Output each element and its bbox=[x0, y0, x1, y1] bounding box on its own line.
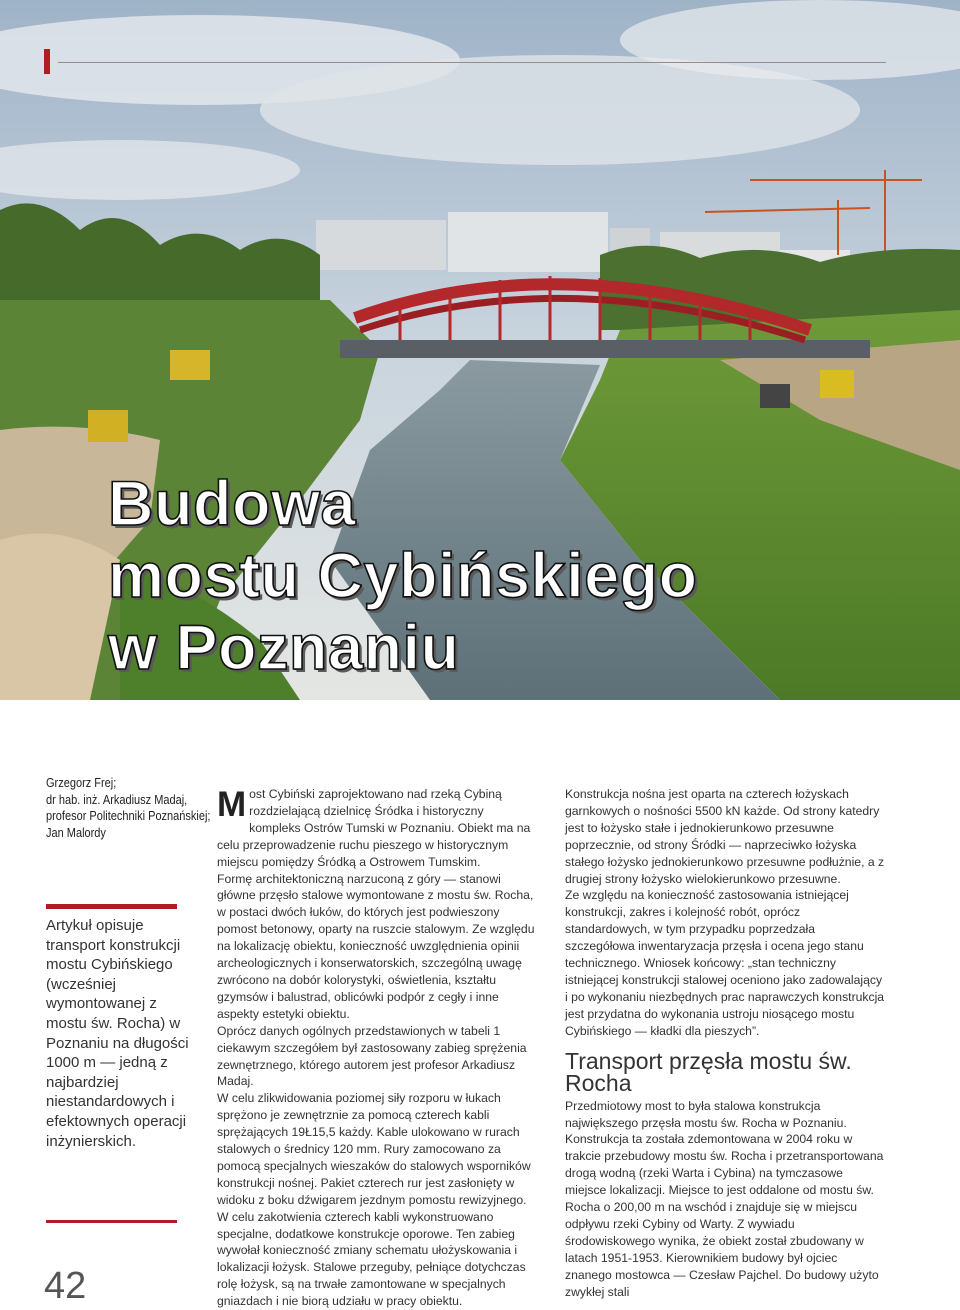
paragraph: Przedmiotowy most to była stalowa konstrukcja największego przęsła mostu św. Rocha w Poznaniu. Konstrukcja ta została zdemontowana w 2004 roku w trakcie przebudowy mostu św. Rocha i przetransportowana drogą wodną (rzeki Warta i Cybina) na tymczasowe miejsce lokalizacji. Miejsce to jest oddalone od mostu św. Rocha o 200,00 m na wschód i znajduje się w miejscu odpływu rzeki Cybiny od Warty. Z wywiadu środowiskowego wynika, że obiekt został zbudowany w latach 1951-1953. Kierownikiem budowy był ojciec znanego mostowca — Czesław Pajchel. Do budowy użyto zwykłej stali bbox=[565, 1098, 884, 1299]
lead-rule-top bbox=[46, 904, 177, 909]
header-marker bbox=[44, 49, 50, 74]
paragraph: Konstrukcja nośna jest oparta na czterech łożyskach garnkowych o nośności 5500 kN każde. Od strony katedry jest to łożysko stałe i jednokierunkowo przesuwne poprzecznie, od strony Śródki — naprzeciwko łożyska stałego łożysko jednokierunkowo przesuwne podłużnie, a z drugiej strony łożysko wielokierunkowo przesuwne. bbox=[565, 787, 885, 886]
header-rule bbox=[58, 62, 886, 63]
page-number: 42 bbox=[44, 1265, 87, 1307]
paragraph bbox=[217, 786, 537, 871]
title-line-3: w Poznaniu bbox=[108, 613, 460, 683]
body-column-2 bbox=[217, 786, 537, 1310]
author-line: Grzegorz Frej; bbox=[46, 776, 117, 790]
authors bbox=[46, 775, 213, 841]
paragraph: Ze względu na konieczność zastosowania istniejącej konstrukcji, zakres i kolejność robót, oprócz standardowych, w tym przypadku poprzedzała szczegółowa inwentaryzacja przęsła i ocena jego stanu technicznego. Wniosek końcowy: „stan techniczny istniejącej konstrukcji stalowej oceniono jako zadowalający i po wykonaniu niezbędnych prac naprawczych konstrukcja jest przydatna do wykonania ustroju niosącego mostu Cybińskiego — kładki dla pieszych”. bbox=[565, 888, 885, 1038]
author-line: dr hab. inż. Arkadiusz Madaj, bbox=[46, 792, 188, 807]
paragraph-text: ost Cybiński zaprojektowano nad rzeką Cybiną rozdzielającą dzielnicę Śródka i historyczny kompleks Ostrów Tumski w Poznaniu. Obiekt ma na celu przeprowadzenie ruchu pieszego w historycznym miejscu pomiędzy Śródką a Ostrowem Tumskim. bbox=[217, 787, 531, 869]
author-line: profesor Politechniki Poznańskiej; bbox=[46, 809, 211, 823]
section-heading: Transport przęsła mostu św. Rocha bbox=[565, 1047, 852, 1096]
drop-cap: M bbox=[217, 785, 247, 824]
paragraph: W celu zlikwidowania poziomej siły rozporu w łukach sprężono je zewnętrznie za pomocą czterech kabli sprężających 19Ł15,5 każdy. Kable ulokowano w rurach stalowych o średnicy 120 mm. Rury zamocowano za pomocą specjalnych wieszaków do stalowych wsporników konstrukcji nośnej. Pakiet czterech rur jest zasłonięty w widoku z boku dźwigarem jezdnym pomostu rewizyjnego. W celu zakotwienia czterech kabli wykonstruowano specjalne, dodatkowe konstrukcje oporowe. Ten zabieg wywołał konieczność zmiany schematu ułożyskowania i lokalizacji łożysk. Stalowe przeguby, pełniące dotychczas rolę łożysk, są na trwałe zamontowane w specjalnych gniazdach i nie biorą udziału w pracy obiektu. bbox=[217, 1091, 531, 1309]
lead-rule-bottom bbox=[46, 1220, 177, 1223]
article-title bbox=[108, 468, 698, 684]
title-line-2: mostu Cybińskiego bbox=[108, 541, 698, 611]
body-column-3 bbox=[565, 786, 885, 1300]
article-lead: Artykuł opisuje transport konstrukcji mostu Cybińskiego (wcześniej wymontowanej z mostu św. Rocha) w Poznaniu na długości 1000 m — jedną z najbardziej niestandardowych i efektownych operacji inżynierskich. bbox=[46, 917, 189, 1150]
paragraph: Oprócz danych ogólnych przedstawionych w tabeli 1 ciekawym szczegółem był zastosowany zabieg sprężenia zewnętrznego, którego autorem jest profesor Arkadiusz Madaj. bbox=[217, 1023, 527, 1089]
title-line-1: Budowa bbox=[108, 469, 356, 539]
paragraph: Formę architektoniczną narzuconą z góry — stanowi główne przęsło stalowe wymontowane z mostu św. Rocha, w postaci dwóch łuków, do których jest podwieszony pomost betonowy, oparty na ruszcie stalowym. Ze względu na lokalizację obiektu, konieczność uwzględnienia opinii archeologicznych i konserwatorskich, szczególną uwagę zwrócono na dobór kolorystyki, oświetlenia, kształtu gzymsów i balustrad, oblicówki podpór z cegły i inne aspekty estetyki obiektu. bbox=[217, 871, 535, 1021]
author-line: Jan Malordy bbox=[46, 825, 106, 840]
